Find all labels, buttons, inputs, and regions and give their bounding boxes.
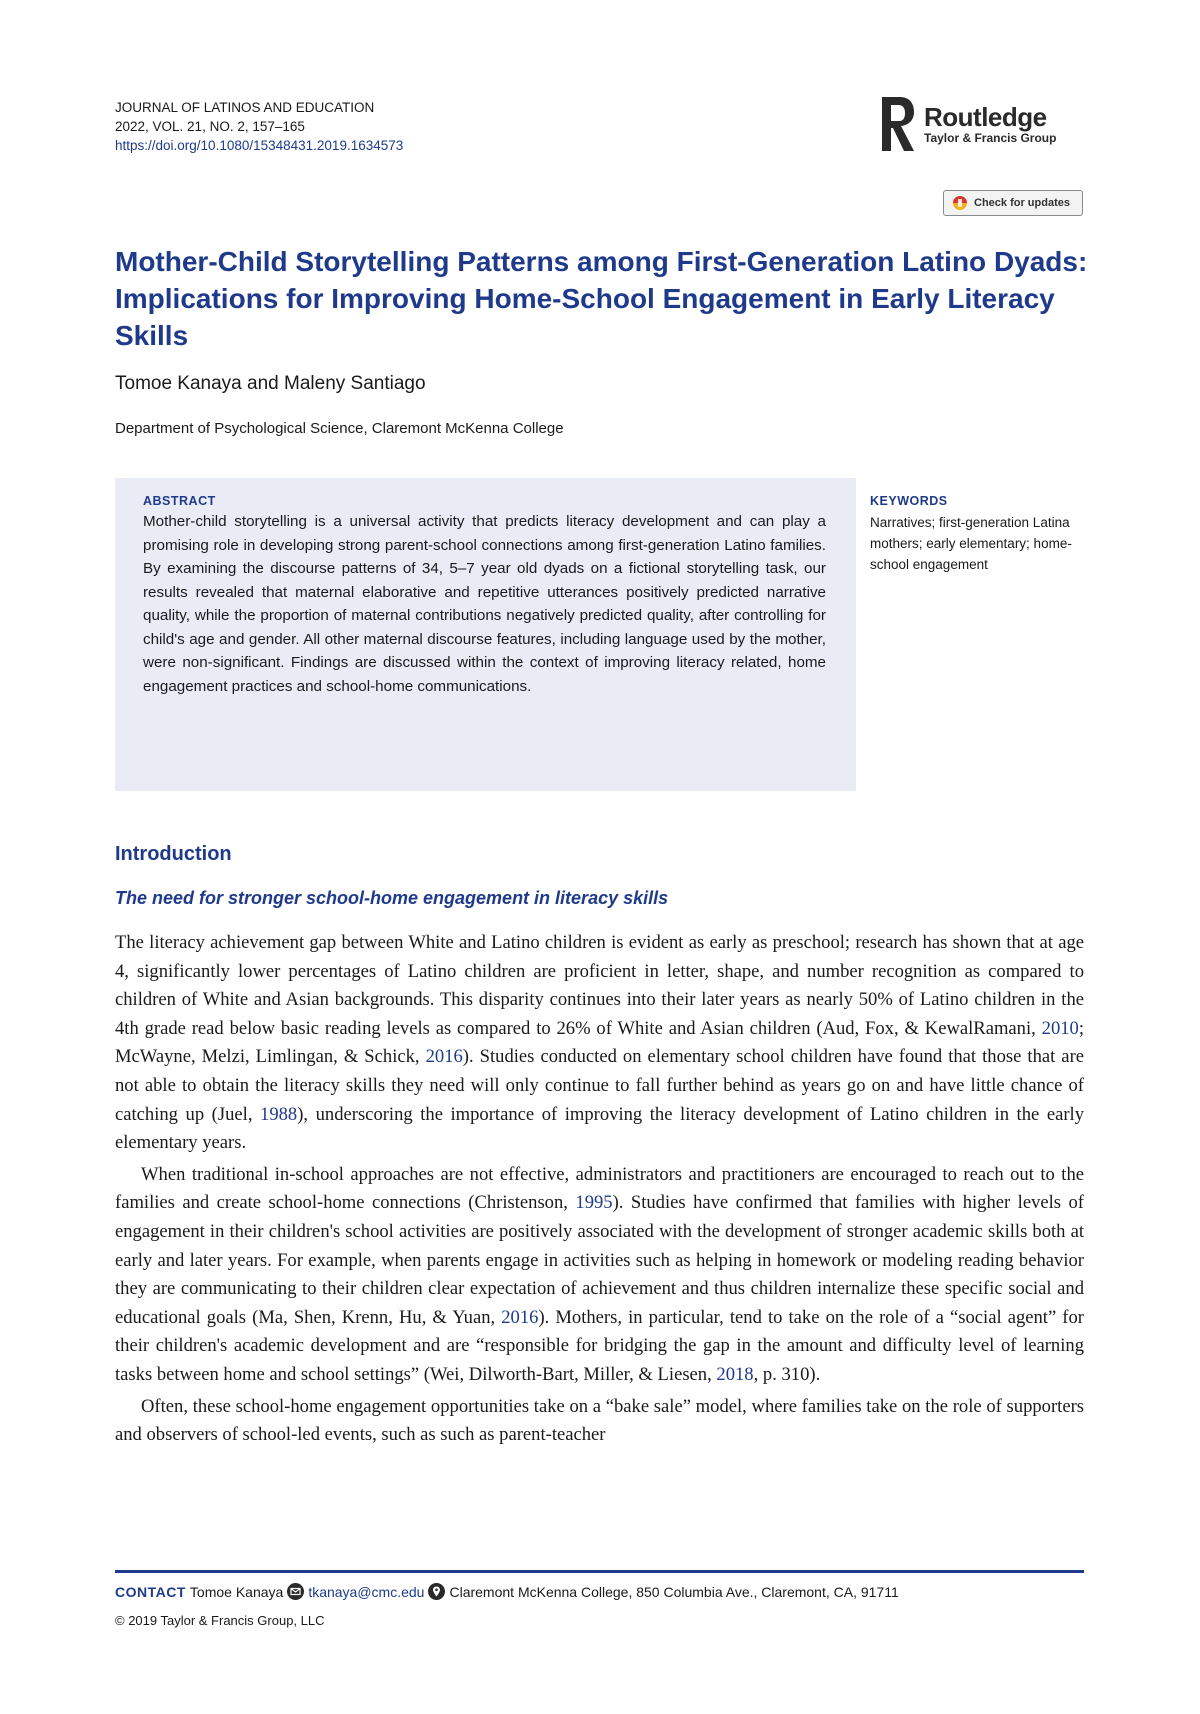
- citation-link[interactable]: 1995: [575, 1192, 613, 1214]
- footer-divider: [115, 1570, 1084, 1573]
- paragraph-1: [115, 929, 1084, 1158]
- citation-link[interactable]: 2010: [1041, 1017, 1079, 1039]
- email-icon: [287, 1583, 304, 1600]
- paragraph-text: ). Studies have confirmed that families with higher levels of engagement in their children's school activities are positively associated with the development of stronger academic skills both at early and later years. For example, when parents engage in activities such as helping in homework or modeling reading behavior they are communicating to their children clear expectation of achievement and thus children internalize these specific social and educational goals (Ma, Shen, Krenn, Hu, & Yuan,: [115, 1192, 1084, 1328]
- contact-address: Claremont McKenna College, 850 Columbia Ave., Claremont, CA, 91711: [449, 1583, 899, 1600]
- publisher-group: Taylor & Francis Group: [924, 131, 1057, 145]
- keywords-block: [870, 494, 1085, 575]
- subsection-heading: The need for stronger school-home engagement in literacy skills: [115, 888, 669, 908]
- authors: Tomoe Kanaya and Maleny Santiago: [115, 373, 426, 394]
- affiliation: Department of Psychological Science, Claremont McKenna College: [115, 420, 564, 437]
- journal-meta: [115, 98, 403, 155]
- paragraph-text: ). Studies conducted on elementary school children have found that those that are not able to obtain the literacy skills they need will only continue to fall further behind as years go on and have little chance of catching up (Juel,: [115, 1046, 1085, 1125]
- paragraph-text: The literacy achievement gap between White and Latino children is evident as early as preschool; research has shown that at age 4, significantly lower percentages of Latino children are proficient in letter, shape, and number recognition as compared to children of White and Asian backgrounds. This disparity continues into their later years as nearly 50% of Latino children in the 4th grade read below basic reading levels as compared to 26% of White and Asian children (Aud, Fox, & KewalRamani,: [115, 932, 1084, 1039]
- paragraph-text: , p. 310).: [753, 1363, 821, 1385]
- keywords-label: KEYWORDS: [870, 494, 948, 508]
- abstract-box: [115, 478, 856, 791]
- paragraph-text: ). Mothers, in particular, tend to take on the role of a “social agent” for their children's academic development and are “responsible for bridging the gap in the amount and difficulty level of learning tasks between home and school settings” (Wei, Dilworth-Bart, Miller, & Liesen,: [115, 1306, 1084, 1385]
- paragraph-3: Often, these school-home engagement opportunities take on a “bake sale” model, where families take on the role of supporters and observers of school-led events, such as such as parent-teacher: [115, 1395, 1084, 1446]
- check-for-updates-label: Check for updates: [974, 197, 1070, 209]
- crossmark-icon: [952, 195, 968, 211]
- abstract-text: Mother-child storytelling is a universal activity that predicts literacy development and can play a promising role in developing strong parent-school connections among first-generation Latino families. By examining the discourse patterns of 34, 5–7 year old dyads on a fictional storytelling task, our results revealed that maternal elaborative and repetitive utterances positively predicted narrative quality, while the proportion of maternal contributions negatively predicted quality, after controlling for child's age and gender. All other maternal discourse features, including language used by the mother, were non-significant. Findings are discussed within the context of improving literacy related, home engagement practices and school-home communications.: [143, 513, 826, 695]
- journal-name: JOURNAL OF LATINOS AND EDUCATION: [115, 100, 375, 115]
- abstract-label: ABSTRACT: [143, 494, 216, 508]
- publisher-logo: [880, 95, 1056, 153]
- paragraph-text: ; McWayne, Melzi, Limlingan, & Schick,: [115, 1017, 1084, 1068]
- citation-link[interactable]: 2018: [716, 1363, 754, 1385]
- copyright: © 2019 Taylor & Francis Group, LLC: [115, 1613, 325, 1628]
- email-link[interactable]: tkanaya@cmc.edu: [308, 1583, 425, 1600]
- citation-link[interactable]: 2016: [501, 1306, 539, 1328]
- paragraph-text: ), underscoring the importance of improving the literacy development of Latino children in the early elementary years.: [115, 1103, 1084, 1154]
- citation-link[interactable]: 2016: [425, 1046, 463, 1068]
- volume-info: 2022, VOL. 21, NO. 2, 157–165: [115, 119, 305, 134]
- contact-line: [115, 1583, 899, 1600]
- location-icon: [428, 1583, 445, 1600]
- check-for-updates-button[interactable]: [943, 190, 1083, 216]
- routledge-r-icon: [880, 95, 916, 153]
- contact-label: CONTACT: [115, 1583, 186, 1600]
- citation-link[interactable]: 1988: [260, 1103, 298, 1125]
- article-title: Mother-Child Storytelling Patterns among First-Generation Latino Dyads: Implications for Improving Home-School Engagement in Early Literacy Skills: [115, 246, 1088, 351]
- keywords-text: Narratives; first-generation Latina mothers; early elementary; home-school engagement: [870, 515, 1072, 572]
- paragraph-text: When traditional in-school approaches are not effective, administrators and practitioners are encouraged to reach out to the families and create school-home connections (Christenson,: [115, 1163, 1084, 1214]
- section-heading-introduction: Introduction: [115, 843, 232, 865]
- contact-name: Tomoe Kanaya: [189, 1583, 284, 1600]
- publisher-name: Routledge: [924, 102, 1047, 132]
- body-text: [115, 929, 1084, 1453]
- paragraph-2: [115, 1161, 1084, 1390]
- doi-link[interactable]: https://doi.org/10.1080/15348431.2019.1634573: [115, 138, 404, 153]
